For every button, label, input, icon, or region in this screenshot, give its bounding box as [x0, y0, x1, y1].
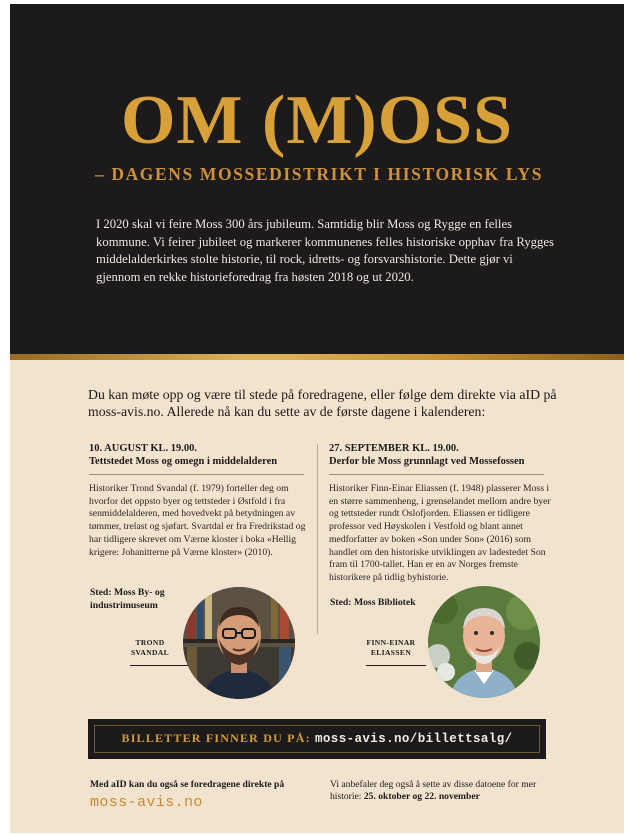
speaker-first-name: FINN-EINAR [366, 638, 416, 647]
speaker-name [356, 638, 426, 658]
event-rule [89, 474, 304, 475]
column-divider [317, 444, 318, 634]
event-date: 27. SEPTEMBER KL. 19.00. [329, 443, 459, 454]
intro-paragraph: I 2020 skal vi feire Moss 300 års jubileum. Samtidig blir Moss og Rygge en felles kommune. Vi feirer jubileet og markerer kommunenes felles historiske opphav fra Rygges middelalderkirkes stolte historie, til rock, idretts- og forsvarshistorie. Dette gjør vi gjennom en rekke historieforedrag fra høsten 2018 og ut 2020. [96, 217, 554, 284]
footer-left-text: Med aID kan du også se foredragene direkte på [90, 779, 285, 790]
event-venue: Sted: Moss By- og industrimuseum [90, 587, 165, 611]
event-title: Derfor ble Moss grunnlagt ved Mossefossen [329, 456, 525, 467]
ticket-label: BILLETTER FINNER DU PÅ: [121, 731, 311, 745]
event-description: Historiker Finn-Einar Eliassen (f. 1948) plasserer Moss i en større sammenheng, i grenselandet mellom andre byer og tettsteder rundt Oslofjorden. Eliassen er tidligere professor ved Høyskolen i Vestfold og blant annet medforfatter av boken «Son under Son» (2016) som handlet om den historiske utviklingen av ladestedet Son fram til 1700-tallet. Han er en av Norges fremste historikere på tidlig byhistorie. [329, 483, 551, 583]
speaker-portrait [428, 586, 540, 698]
footer-right [330, 779, 560, 803]
speaker-rule [366, 665, 426, 666]
event-column-2 [329, 442, 554, 585]
speaker-rule [130, 665, 190, 666]
header-panel [10, 4, 624, 354]
ticket-link[interactable]: moss-avis.no/billettsalg/ [314, 732, 513, 746]
event-venue: Sted: Moss Bibliotek [330, 597, 416, 608]
footer-dates: 25. oktober og 22. november [363, 791, 480, 802]
event-title: Tettstedet Moss og omegn i middelalderen [89, 456, 278, 467]
ticket-banner [88, 719, 546, 759]
speaker-last-name: SVANDAL [130, 648, 170, 657]
portrait-image [428, 586, 540, 698]
speaker-last-name: ELIASSEN [370, 648, 412, 657]
poster-subtitle: – DAGENS MOSSEDISTRIKT I HISTORISK LYS [95, 164, 544, 184]
speaker-first-name: TROND [135, 638, 165, 647]
event-date: 10. AUGUST KL. 19.00. [89, 443, 198, 454]
poster [10, 4, 624, 833]
footer-left [90, 779, 320, 811]
ticket-line [90, 731, 544, 746]
speaker-name [120, 638, 180, 658]
speaker-portrait [183, 587, 295, 699]
event-description: Historiker Trond Svandal (f. 1979) forteller deg om hvorfor det oppsto byer og tettsteder i Østfold i fra senmiddelalderen, med hovedvekt på betydningen av tømmer, trelast og sjøfart. Svartdal er fra Fredrikstad og har tidligere skrevet om Værne kloster i boka «Hellig krigere: Johanitterne på Værne kloster» (2010). [89, 483, 306, 558]
lead-paragraph: Du kan møte opp og være til stede på foredragene, eller følge dem direkte via aID på moss-avis.no. Allerede nå kan du sette av de første dagene i kalenderen: [88, 387, 557, 419]
event-rule [329, 474, 544, 475]
portrait-image [183, 587, 295, 699]
website-link[interactable]: moss-avis.no [90, 794, 203, 811]
footer-right-text: Vi anbefaler deg også å sette av disse datoene for mer historie: [330, 779, 537, 802]
poster-title: OM (M)OSS [120, 82, 514, 159]
gold-divider [10, 354, 624, 360]
event-column-1 [89, 442, 314, 559]
